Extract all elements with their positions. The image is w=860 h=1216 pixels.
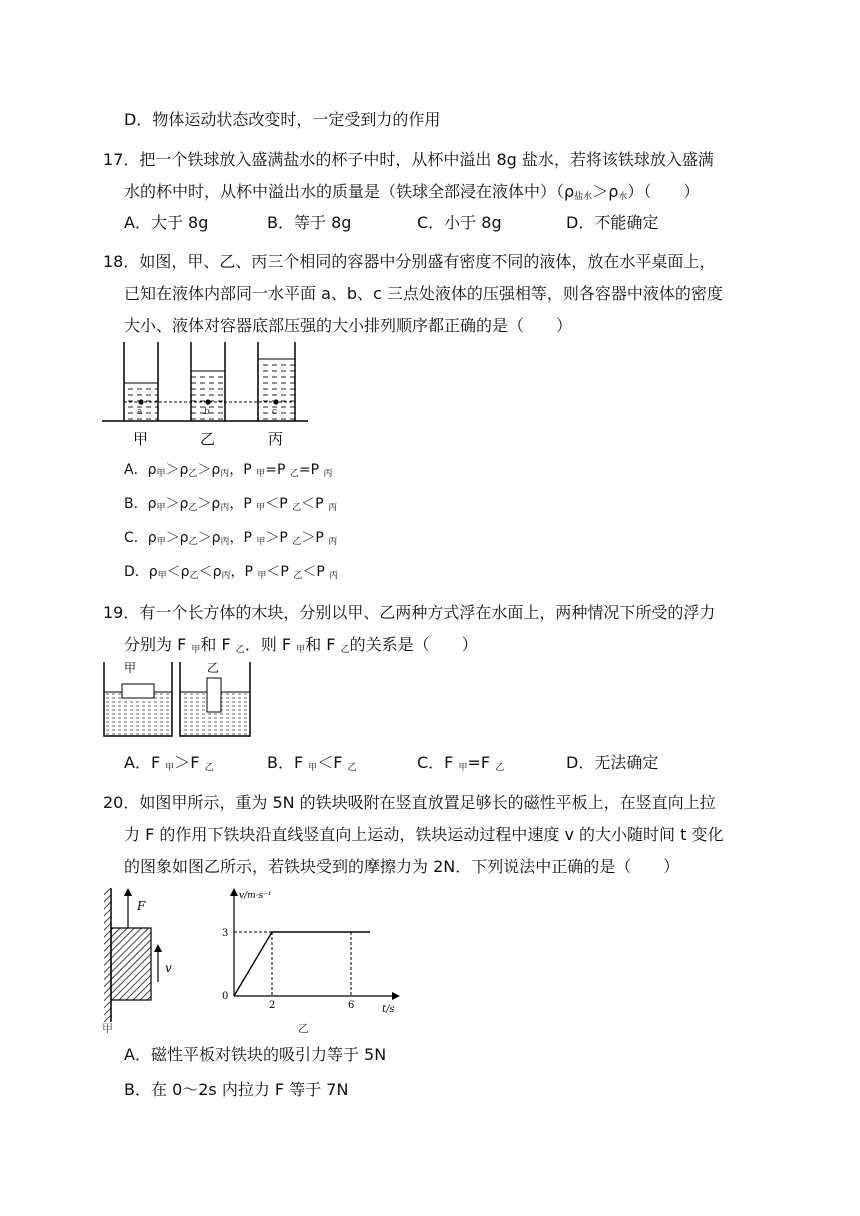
label-v: v [165, 961, 172, 975]
label-yi: 乙 [298, 1022, 309, 1035]
point-c [273, 399, 278, 404]
label-jia: 甲 [102, 1022, 113, 1035]
q17-option-c: C．小于 8g [417, 213, 502, 232]
q20-stem-line3: 的图象如图乙所示，若铁块受到的摩擦力为 2N．下列说法中正确的是（ ） [124, 857, 680, 876]
q19-option-d: D．无法确定 [566, 753, 659, 772]
q18-stem-line2: 已知在液体内部同一水平面 a、b、c 三点处液体的压强相等，则各容器中液体的密度 [124, 284, 723, 303]
ytick-3: 3 [222, 928, 229, 939]
q17-stem-line2: 水的杯中时，从杯中溢出水的质量是（铁球全部浸在液体中）$(\rho_{盐水}>\rho_水)$（ ） [124, 182, 700, 202]
label-a: a [137, 407, 143, 417]
q20-option-a: A．磁性平板对铁块的吸引力等于 5N [124, 1045, 387, 1064]
q18-stem-line1: 18．如图，甲、乙、丙三个相同的容器中分别盛有密度不同的液体，放在水平桌面上， [103, 252, 716, 271]
iron-block [111, 928, 151, 1000]
q18-figure-containers [100, 338, 310, 453]
q18-option-a: A．$\rho_甲>\rho_乙>\rho_丙$，P $_甲$=P $_乙$=P $_丙$ [124, 462, 333, 479]
label-yi: 乙 [207, 661, 220, 675]
q17-option-a: A．大于 8g [124, 213, 209, 232]
q19-option-b: B．F $_甲$＜F $_乙$ [267, 753, 357, 773]
t-axis-label: t/s [382, 1004, 395, 1015]
wall-hatch [104, 888, 111, 1022]
q19-option-a: A．F $_甲$＞F $_乙$ [124, 753, 214, 773]
q20-figure-jia [100, 884, 200, 1036]
xtick-2: 2 [269, 1000, 276, 1011]
q18-option-c: C．$\rho_甲>\rho_乙>\rho_丙$，P $_甲$＞P $_乙$＞P $_丙$ [124, 530, 338, 547]
origin-label: 0 [222, 991, 229, 1002]
label-yi: 乙 [200, 430, 216, 448]
velocity-curve [234, 932, 370, 996]
q17-option-b: B．等于 8g [267, 213, 352, 232]
point-b [205, 399, 210, 404]
q19-figure-floating-block [100, 656, 260, 742]
q20-stem-line2: 力 F 的作用下铁块沿直线竖直向上运动，铁块运动过程中速度 v 的大小随时间 t 变化 [124, 825, 724, 844]
xtick-6: 6 [348, 1000, 355, 1011]
v-axis-label: v/m·s⁻¹ [239, 891, 272, 901]
q17-option-d: D．不能确定 [566, 213, 659, 232]
q20-option-b: B．在 0～2s 内拉力 F 等于 7N [124, 1080, 349, 1099]
q19-option-c: C．F $_甲$=F $_乙$ [417, 753, 505, 773]
block-horizontal [122, 684, 154, 698]
q19-stem-line2: 分别为 F $_甲$和 F $_乙$．则 F $_甲$和 F $_乙$的关系是（ ） [124, 635, 478, 655]
label-c: c [272, 407, 278, 417]
q16-option-d: D．物体运动状态改变时，一定受到力的作用 [124, 110, 441, 129]
q18-option-d: D．$\rho_甲<\rho_乙<\rho_丙$，P $_甲$＜P $_乙$＜P $_丙$ [124, 564, 339, 581]
q19-stem-line1: 19．有一个长方体的木块，分别以甲、乙两种方式浮在水面上，两种情况下所受的浮力 [103, 603, 716, 622]
label-b: b [204, 407, 210, 417]
q17-stem-line1: 17．把一个铁球放入盛满盐水的杯子中时，从杯中溢出 8g 盐水，若将该铁球放入盛满 [103, 150, 714, 169]
label-F: F [137, 899, 146, 913]
block-vertical [207, 678, 221, 712]
label-jia: 甲 [133, 430, 149, 448]
label-jia: 甲 [124, 661, 137, 675]
q18-stem-line3: 大小、液体对容器底部压强的大小排列顺序都正确的是（ ） [124, 316, 573, 335]
q20-figure-yi-vt-graph [212, 884, 402, 1036]
q20-stem-line1: 20．如图甲所示，重为 5N 的铁块吸附在竖直放置足够长的磁性平板上，在竖直向上拉 [103, 793, 716, 812]
label-bing: 丙 [268, 430, 284, 448]
q18-option-b: B．$\rho_甲>\rho_乙>\rho_丙$，P $_甲$＜P $_乙$＜P $_丙$ [124, 496, 338, 513]
water-jia [104, 692, 172, 736]
point-a [138, 399, 143, 404]
